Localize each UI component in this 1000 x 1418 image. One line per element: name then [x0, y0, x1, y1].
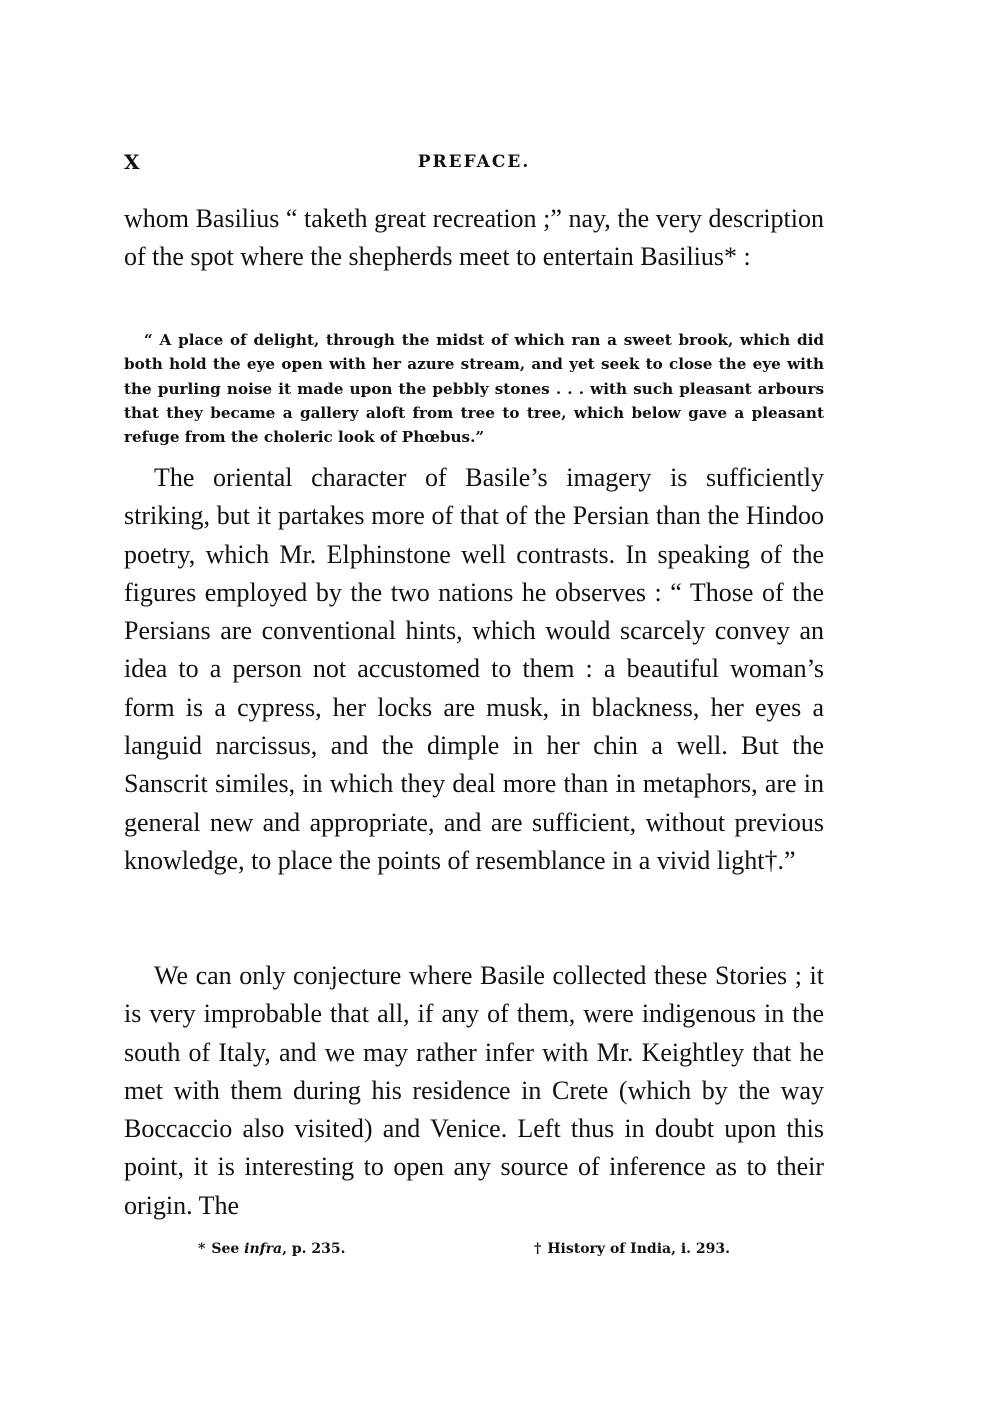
footnote-dagger [534, 1241, 730, 1257]
running-head [124, 150, 824, 176]
footnote-infra: infra [244, 1241, 283, 1257]
footnote-asterisk [198, 1241, 346, 1257]
footnote-marker: † [534, 1241, 542, 1257]
running-title: PREFACE. [417, 152, 531, 172]
footnote-page-ref: , p. 235. [282, 1241, 346, 1257]
paragraph-oriental-imagery: The oriental character of Basile’s imagery is sufficiently striking, but it partakes more of that of the Persian than the Hindoo poetry, which Mr. Elphinstone well contrasts. In speaking of the figures employed by the two nations he observes : “ Those of the Persians are conventional hints, which would scarcely convey an idea to a person not accustomed to them : a beautiful woman’s form is a cypress, her locks are musk, in blackness, her eyes a languid narcissus, and the dimple in her chin a well. But the Sanscrit similes, in which they deal more than in metaphors, are in general new and appropriate, and are sufficient, without previous knowledge, to place the points of resemblance in a vivid light†.” [124, 463, 824, 875]
block-quote: “ A place of delight, through the midst of which ran a sweet brook, which did both hold the eye open with her azure stream, and yet seek to close the eye with the purling noise it made upon the pebbly stones . . . with such pleasant arbours that they became a gallery aloft from tree to tree, which below gave a pleasant refuge from the choleric look of Phœbus.” [124, 331, 824, 447]
footnote-marker: * [198, 1241, 206, 1257]
footnotes [124, 1241, 824, 1265]
paragraph-continuation: whom Basilius “ taketh great recreation ;” nay, the very description of the spot where the shepherds meet to entertain Basilius* : [124, 204, 824, 272]
page-number: X [124, 150, 141, 174]
paragraph-origin-of-stories: We can only conjecture where Basile collected these Stories ; it is very improbable that all, if any of them, were indigenous in the south of Italy, and we may rather infer with Mr. Keightley that he met with them during his residence in Crete (which by the way Boccaccio also visited) and Venice. Left thus in doubt upon this point, it is interesting to open any source of inference as to their origin. The [124, 961, 824, 1220]
footnote-history-ref: History of India, i. 293. [547, 1241, 730, 1257]
footnote-see: See [211, 1241, 240, 1257]
